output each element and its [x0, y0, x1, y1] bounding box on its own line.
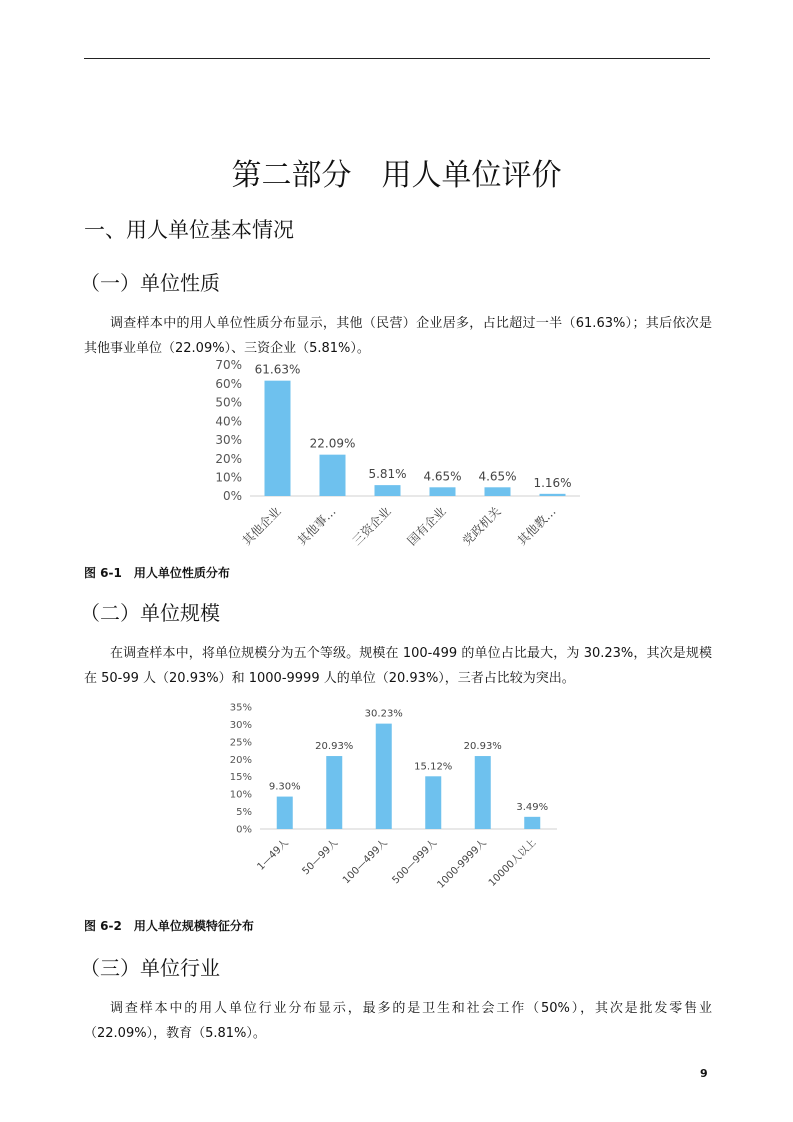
y-tick-label: 5% [236, 807, 252, 819]
header-rule [84, 58, 710, 59]
y-tick-label: 40% [215, 414, 242, 429]
y-tick-label: 60% [215, 376, 242, 391]
category-label: 500—999人 [390, 837, 440, 887]
data-label: 15.12% [414, 761, 453, 773]
bar [425, 776, 441, 829]
y-tick-label: 30% [215, 433, 242, 448]
bar [485, 487, 511, 496]
section-title: 一、用人单位基本情况 [84, 218, 294, 242]
bar [375, 485, 401, 496]
subsection-heading-nature: （一）单位性质 [80, 271, 220, 295]
y-tick-label: 0% [236, 824, 252, 836]
subsection-heading-industry: （三）单位行业 [80, 956, 220, 980]
y-tick-label: 10% [229, 789, 252, 801]
figure-caption-6-2: 图 6-2 用人单位规模特征分布 [84, 919, 254, 933]
paragraph-scale: 在调查样本中，将单位规模分为五个等级。规模在 100-499 的单位占比最大，为 30.23%，其次是规模在 50-99 人（20.93%）和 1000-9999 人的单位（20.93%），三者占比较为突出。 [84, 646, 712, 686]
category-label: 其他教… [514, 504, 559, 549]
bar [326, 756, 342, 829]
page-title: 第二部分 用人单位评价 [231, 158, 562, 193]
data-label: 3.49% [516, 801, 549, 813]
y-tick-label: 35% [229, 702, 252, 714]
bar [540, 494, 566, 496]
bar [320, 455, 346, 496]
bar [524, 817, 540, 829]
y-tick-label: 30% [229, 719, 252, 731]
data-label: 4.65% [423, 469, 462, 484]
chart-unit-scale [215, 698, 575, 898]
category-label: 国有企业 [404, 504, 449, 549]
category-label: 1—49人 [255, 837, 291, 873]
data-label: 9.30% [268, 781, 301, 793]
data-label: 4.65% [478, 469, 517, 484]
category-label: 其他企业 [239, 504, 284, 549]
y-tick-label: 10% [215, 470, 242, 485]
bar [376, 724, 392, 829]
data-label: 5.81% [368, 467, 407, 482]
data-label: 30.23% [364, 708, 403, 720]
data-label: 1.16% [533, 475, 572, 490]
chart-unit-nature [205, 356, 595, 566]
y-tick-label: 20% [229, 754, 252, 766]
bar [430, 487, 456, 496]
category-label: 100—499人 [340, 837, 390, 887]
paragraph-industry: 调查样本中的用人单位行业分布显示，最多的是卫生和社会工作（50%），其次是批发零售业（22.09%），教育（5.81%）。 [84, 1001, 712, 1041]
category-label: 三资企业 [349, 504, 394, 549]
data-label: 20.93% [463, 741, 502, 753]
y-tick-label: 20% [215, 451, 242, 466]
bar [265, 381, 291, 496]
y-tick-label: 25% [229, 737, 252, 749]
category-label: 党政机关 [459, 504, 504, 549]
subsection-heading-scale: （二）单位规模 [80, 601, 220, 625]
y-tick-label: 0% [222, 489, 242, 504]
bar [475, 756, 491, 829]
category-label: 其他事… [294, 504, 339, 549]
bar [277, 797, 293, 829]
category-label: 10000人以上 [486, 837, 539, 889]
figure-caption-6-1: 图 6-1 用人单位性质分布 [84, 566, 230, 580]
category-label: 1000-9999人 [435, 837, 489, 891]
category-label: 50—99人 [300, 837, 341, 878]
y-tick-label: 15% [229, 772, 252, 784]
paragraph-nature: 调查样本中的用人单位性质分布显示，其他（民营）企业居多，占比超过一半（61.63%）；其后依次是其他事业单位（22.09%）、三资企业（5.81%）。 [84, 316, 712, 356]
page-number: 9 [700, 1067, 708, 1080]
data-label: 61.63% [254, 362, 301, 377]
data-label: 22.09% [309, 436, 356, 451]
y-tick-label: 50% [215, 395, 242, 410]
y-tick-label: 70% [215, 358, 242, 373]
data-label: 20.93% [315, 741, 354, 753]
